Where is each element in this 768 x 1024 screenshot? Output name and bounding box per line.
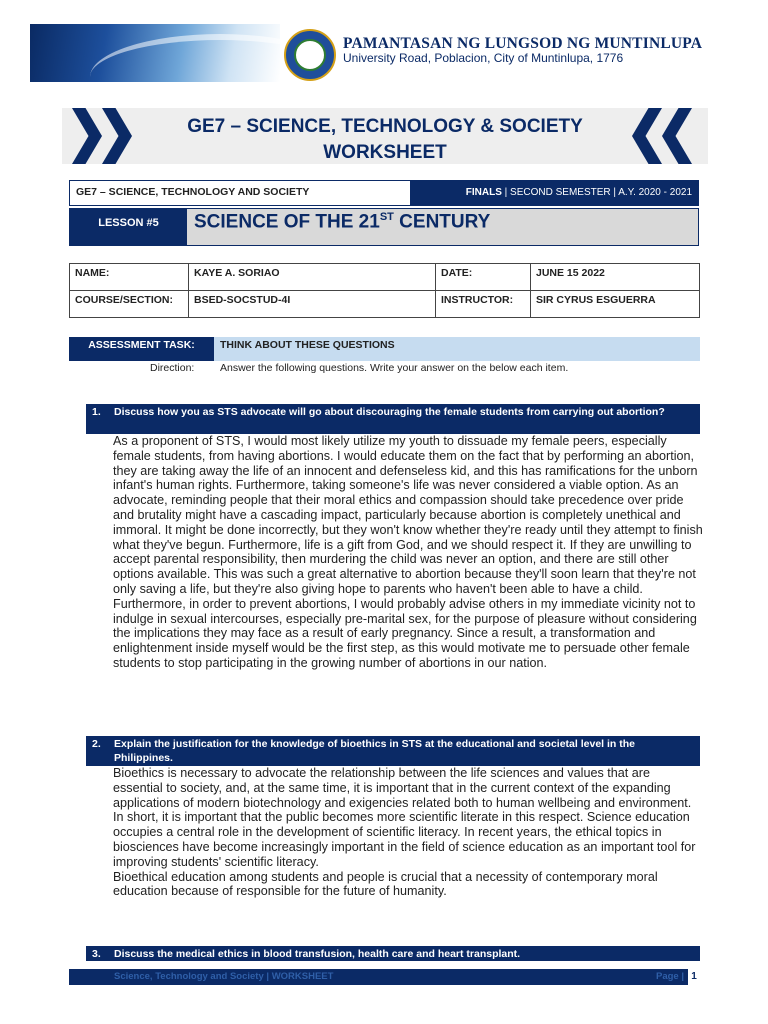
term-info [410,181,698,205]
instructor-value: SIR CYRUS ESGUERRA [531,291,700,318]
university-address: University Road, Poblacion, City of Muntinlupa, 1776 [343,51,624,65]
assessment-task-text: THINK ABOUT THESE QUESTIONS [214,337,700,361]
course-bar [69,180,699,206]
header-banner-image [30,24,280,82]
question-number: 2. [92,738,101,750]
answer-paragraph: As a proponent of STS, I would most likely utilize my youth to dissuade my female peers, especially female students, from having abortions. I would educate them on the fact that by performing an abortion, they are taking away the life of an innocent and defenseless kid, and this has ramifications for the unborn infant's human rights. Furthermore, taking someone's life was never considered a viable option. As an advocate, reminding people that their moral ethics and compassion should take precedence over pride and brutality might have a cascading impact, particularly because abortion is completely unethical and immoral. It might be done incorrectly, but they won't know whether they're ready until they attempt to finish what they've begun. Furthermore, life is a gift from God, and we should respect it. If they are unwilling to accept parental responsibility, then murdering the child was never an option, and there are still other options available. This was such a great alternative to abortion because they'll soon learn that they're not only saving a life, but they're also giving hope to parents who haven't been able to have a child. Furthermore, in order to prevent abortions, I would probably advise others in my immediate vicinity not to indulge in sexual intercourses, especially pre-marital sex, for the purpose of pleasure without considering the implications they may face as a result of early pregnancy. Since a result, a transformation and enlightenment inside myself would be the first step, as this would motivate me to persuade other female students to stop participating in the growing number of abortions in our nation. [113,434,703,670]
answer-2 [113,766,703,899]
question-text: Explain the justification for the knowledge of bioethics in STS at the educational and societal level in the Philippines. [114,738,636,764]
name-label: NAME: [70,264,189,291]
lesson-number: LESSON #5 [70,209,187,245]
term-detail: | SECOND SEMESTER | A.Y. 2020 - 2021 [501,187,692,198]
lesson-title-text: SCIENCE OF THE 21 [194,211,380,233]
lesson-row [69,208,699,246]
course-section-value: BSED-SOCSTUD-4I [189,291,436,318]
lesson-title [194,211,490,233]
footer-page-label: Page | [655,971,684,982]
worksheet-title-line1: GE7 – SCIENCE, TECHNOLOGY & SOCIETY [187,116,583,137]
assessment-task-label: ASSESSMENT TASK: [69,337,214,361]
answer-paragraph: Bioethics is necessary to advocate the relationship between the life sciences and values that are essential to society, and, at the same time, it is important that in the current context of the expanding applications of modern biotechnology and exigencies related both to human wellbeing and environment. In short, it is important that the public becomes more scientific literate in this respect. Science education occupies a central role in the development of scientific literacy. In recent years, the ethical topics in biosciences have become increasingly important in the field of science education as an important tool for improving students' scientific literacy. [113,766,696,869]
direction-label: Direction: [150,362,195,374]
answer-1 [113,434,703,671]
worksheet-title-line2: WORKSHEET [323,142,447,163]
table-row [70,264,700,291]
question-number: 3. [92,948,101,960]
table-row [70,291,700,318]
lesson-title-box [187,209,698,245]
course-name: GE7 – SCIENCE, TECHNOLOGY AND SOCIETY [76,186,310,198]
course-section-label: COURSE/SECTION: [70,291,189,318]
question-3 [86,946,700,961]
question-text: Discuss the medical ethics in blood transfusion, health care and heart transplant. [114,948,521,960]
university-seal-icon [284,29,336,81]
question-2 [86,736,700,766]
term-label: FINALS [465,187,502,198]
date-value: JUNE 15 2022 [531,264,700,291]
footer-title: Science, Technology and Society | WORKSHEET [114,971,334,982]
question-text: Discuss how you as STS advocate will go about discouraging the female students from carrying out abortion? [114,406,665,418]
question-1 [86,404,700,434]
name-value: KAYE A. SORIAO [189,264,436,291]
university-name: PAMANTASAN NG LUNGSOD NG MUNTINLUPA [343,35,703,52]
page-footer [69,969,700,985]
instructor-label: INSTRUCTOR: [436,291,531,318]
footer-page-number: 1 [688,969,700,985]
date-label: DATE: [436,264,531,291]
direction-text: Answer the following questions. Write your answer on the below each item. [220,362,569,374]
lesson-title-text-end: CENTURY [393,211,491,233]
answer-paragraph: Bioethical education among students and people is crucial that a necessity of contemporary moral education because of responsible for the future of humanity. [113,869,658,899]
lesson-title-superscript: ST [379,211,394,223]
worksheet-title-band [62,108,708,164]
question-number: 1. [92,406,101,418]
student-info-table [69,263,700,318]
